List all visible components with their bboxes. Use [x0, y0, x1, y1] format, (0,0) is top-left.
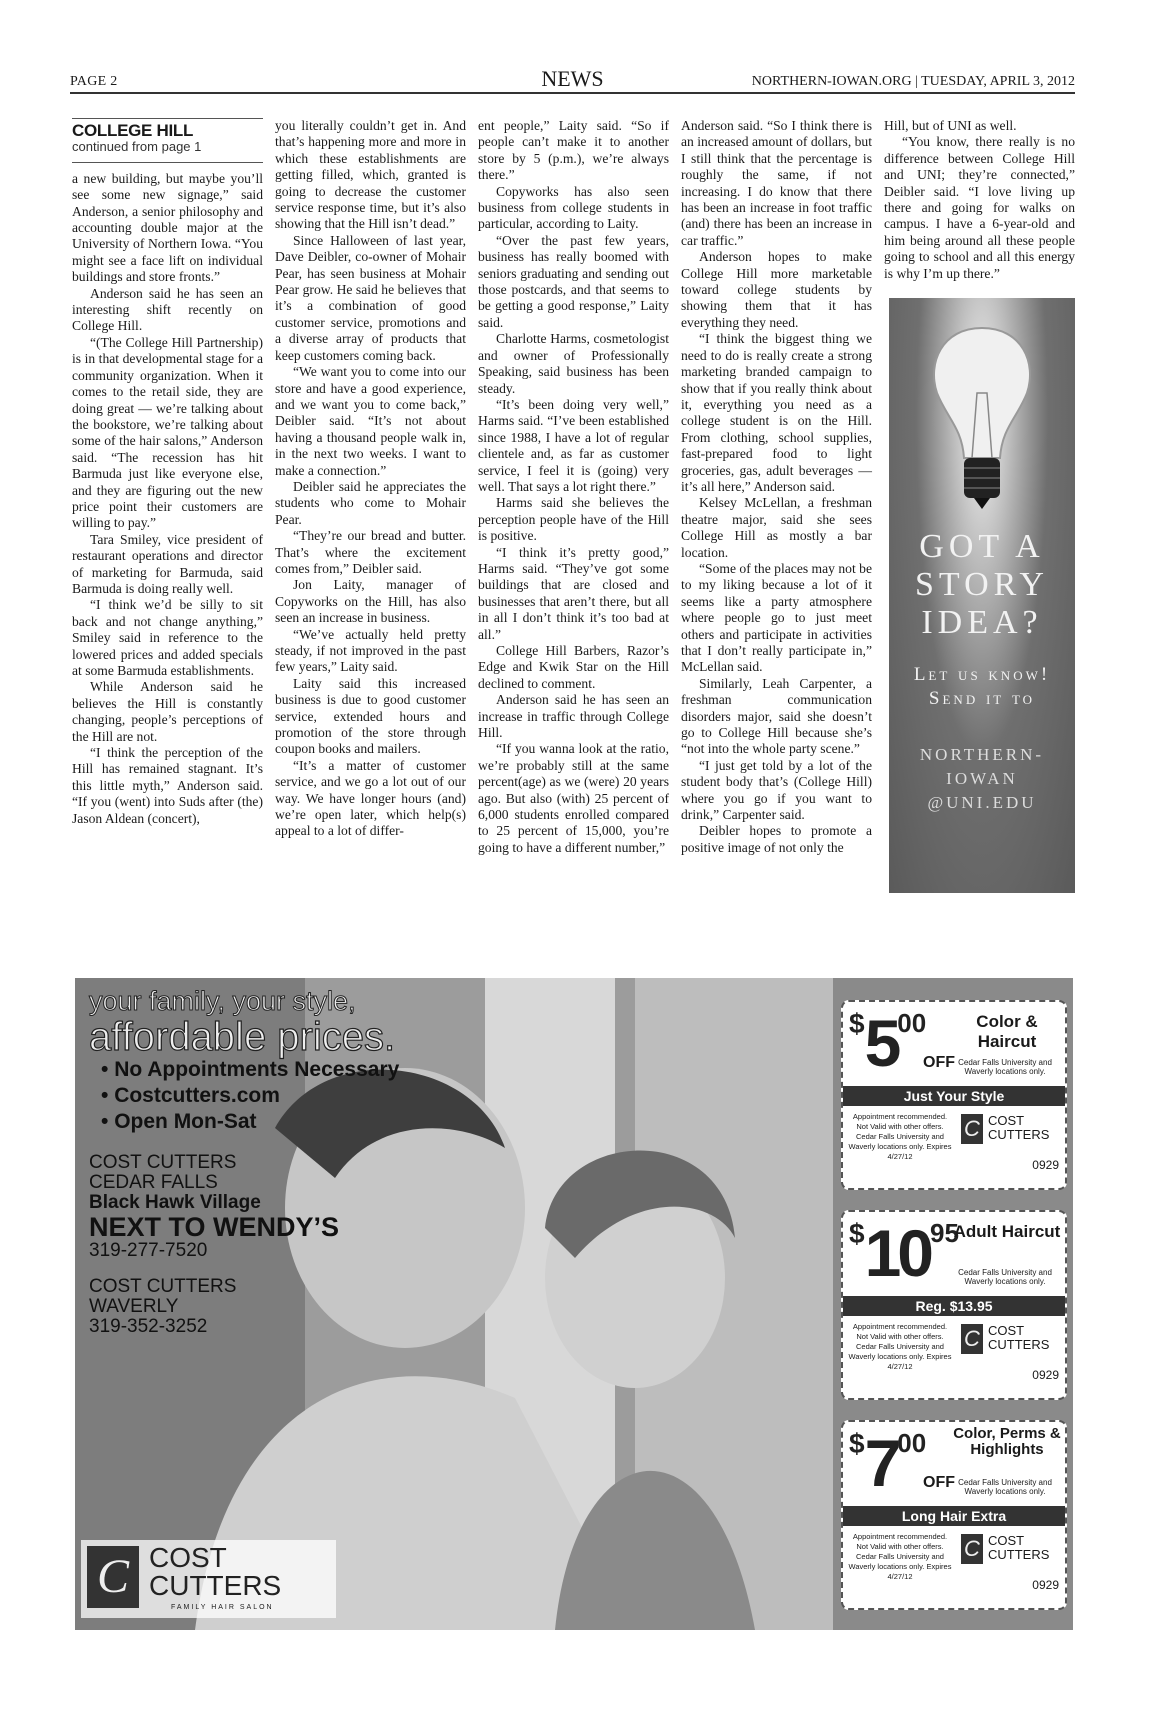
coupon[interactable]	[841, 1210, 1067, 1400]
coupon-band: Reg. $13.95	[843, 1296, 1065, 1316]
ad-bullet: • Open Mon-Sat	[101, 1110, 257, 1133]
coupon-price: $700	[849, 1426, 927, 1500]
coupon-brand: COST CUTTERS	[988, 1533, 1050, 1562]
send-it-to-text: Send it to	[928, 688, 1036, 709]
cost-cutters-ad	[75, 978, 1073, 1630]
section-title: NEWS	[541, 66, 604, 91]
article-paragraph: Jon Laity, manager of Copyworks on the Hill, has also seen an increase in business.	[275, 577, 466, 626]
coupon-title: Adult Haircut	[953, 1222, 1061, 1241]
article-paragraph: Tara Smiley, vice president of restaurant operations and director of marketing for Barmuda, said Barmuda is doing really well.	[72, 531, 263, 596]
coupon-price: $500	[849, 1006, 927, 1080]
coupon-locations: Cedar Falls University and Waverly locations only.	[958, 1058, 1052, 1076]
story-ad-email[interactable]: NORTHERN-IOWAN @UNI.EDU	[919, 745, 1045, 812]
article-column-4	[681, 118, 872, 856]
article-column-2	[275, 118, 466, 856]
article-paragraph: College Hill Barbers, Razor’s Edge and Kwik Star on the Hill declined to comment.	[478, 643, 669, 691]
coupon-brand: COST CUTTERS	[988, 1113, 1050, 1142]
coupon-band: Long Hair Extra	[843, 1506, 1065, 1526]
logo-subtitle: FAMILY HAIR SALON	[171, 1604, 274, 1611]
coupon-title: Color & Haircut	[976, 1012, 1038, 1051]
article-paragraph: Deibler said he appreciates the students who come to Mohair Pear.	[275, 478, 466, 527]
logo-c-icon: C	[961, 1114, 983, 1144]
story-idea-ad	[889, 298, 1075, 893]
coupon-locations: Cedar Falls University and Waverly locations only.	[958, 1478, 1052, 1496]
article-paragraph: “We’ve actually held pretty steady, if not improved in the past few years,” Laity said.	[275, 626, 466, 675]
coupon-fine-print: Appointment recommended. Not Valid with other offers. Cedar Falls University and Waverly locations only. Expires 4/27/12	[848, 1112, 952, 1161]
coupon-fine-print: Appointment recommended. Not Valid with other offers. Cedar Falls University and Waverly locations only. Expires 4/27/12	[848, 1322, 952, 1371]
article-paragraph: Anderson said he has seen an interesting shift recently on College Hill.	[72, 285, 263, 334]
article-paragraph: Anderson said he has seen an increase in traffic through College Hill.	[478, 692, 669, 741]
coupon-off: OFF	[923, 1474, 955, 1491]
article-paragraph: “(The College Hill Partnership) is in that developmental stage for a community organization. When it comes to the retail side, they are doing great — we’re talking about the bookstore, we’re talking about some of the hair salons,” Anderson said. “The recession has hit Barmuda just like everyone else, and they are figuring out the new price point their customers are willing to pay.”	[72, 334, 263, 531]
logo-c-icon: C	[961, 1534, 983, 1564]
coupon-panel	[833, 978, 1073, 1630]
site-and-date: NORTHERN-IOWAN.ORG | TUESDAY, APRIL 3, 2012	[751, 74, 1075, 89]
article-paragraph: Laity said this increased business is due to good customer service, extended hours and promotion of the store through coupon books and mailers.	[275, 675, 466, 757]
loc1-city: CEDAR FALLS	[89, 1172, 218, 1193]
coupon-code: 0929	[1032, 1368, 1059, 1382]
loc1-name: COST CUTTERS	[89, 1152, 237, 1173]
article-paragraph: Anderson hopes to make College Hill more marketable toward college students by showing them that it has everything they need.	[681, 249, 872, 330]
coupon-logo	[961, 1534, 1059, 1568]
coupon-code: 0929	[1032, 1578, 1059, 1592]
ad-tagline: your family, your style,	[89, 986, 356, 1016]
article-paragraph: “Some of the places may not be to my liking because a lot of it seems like a party atmosphere where people go to just meet others and participate in activities that I don’t really participate in,” McLellan said.	[681, 560, 872, 675]
logo-line2: CUTTERS	[149, 1570, 282, 1601]
article-paragraph: Since Halloween of last year, Dave Deibler, co-owner of Mohair Pear, has seen business at Mohair Pear grow. He said he believes that it’s a combination of good customer service, promotions and a diverse array of products that keep customers coming back.	[275, 232, 466, 363]
coupon[interactable]	[841, 1420, 1067, 1610]
coupon-code: 0929	[1032, 1158, 1059, 1172]
article-paragraph: “I just get told by a lot of the student body that’s (College Hill) where you go if you want to drink,” Carpenter said.	[681, 757, 872, 823]
cost-cutters-logo	[81, 1540, 336, 1618]
article-column-3	[478, 118, 669, 856]
jump-kicker	[72, 118, 263, 163]
article-paragraph: “We want you to come into our store and have a good experience, and we want you to come back,” Deibler said. “It’s not about having a thousand people walk in, in the next two weeks. I want to make a connection.”	[275, 364, 466, 478]
page-number: PAGE 2	[70, 74, 118, 89]
article-paragraph: “If you wanna look at the ratio, we’re probably still at the same percent(age) as we (were) 20 years ago. But also (with) 25 percent of 6,000 students enrolled compared to 25 percent of 15,000, you’re going to have a different number,”	[478, 741, 669, 855]
article-paragraph: “They’re our bread and butter. That’s where the excitement comes from,” Deibler said.	[275, 528, 466, 576]
coupon-band: Just Your Style	[843, 1086, 1065, 1106]
coupon-brand: COST CUTTERS	[988, 1323, 1050, 1352]
article-paragraph: “It’s been doing very well,” Harms said. “I’ve been established since 1988, I have a lot of regular clientele and, as far as customer service, I feel it is (going) very well. That says a lot right there.”	[478, 396, 669, 494]
article-paragraph: “I think it’s pretty good,” Harms said. “They’ve got some buildings that are closed and businesses that aren’t there, but all in all I don’t think it’s too bad at all.”	[478, 544, 669, 642]
loc2-phone: 319-352-3252	[89, 1316, 208, 1337]
article-paragraph: “You know, there really is no difference between College Hill and UNI; they’re connected,” Deibler said. “I love living up there and going for walks on campus. I have a 6-year-old and him being around all these people going to school and all this energy is why I’m up there.”	[884, 134, 1075, 281]
article-column-1	[72, 118, 263, 856]
ad-copy	[89, 986, 399, 1337]
article-paragraph: you literally couldn’t get in. And that’s happening more and more in which these establishments are getting filled, which, granted is going to decrease the customer service response time, but it’s also showing that the Hill isn’t dead.”	[275, 118, 466, 232]
article-paragraph: Anderson said. “So I think there is an increased amount of dollars, but I still think that the percentage is roughly the same, if not increasing. I do know that there has been an increase in foot traffic (and) there has been an increase in car traffic.”	[681, 118, 873, 248]
story-ad-headline: GOT A STORY IDEA?	[915, 528, 1049, 641]
article-paragraph: Harms said she believes the perception people have of the Hill is positive.	[478, 495, 669, 544]
logo-line1: COST	[149, 1542, 227, 1573]
coupon-fine-print: Appointment recommended. Not Valid with other offers. Cedar Falls University and Waverly locations only. Expires 4/27/12	[848, 1532, 952, 1581]
article-paragraph: “I think we’d be silly to sit back and not change anything,” Smiley said in reference to the lowered prices and added specials at some Barmuda establishments.	[72, 597, 263, 678]
article-paragraph: ent people,” Laity said. “So if people can’t make it to another store by 5 (p.m.), we’re always there.”	[478, 118, 669, 183]
article-paragraph: Deibler hopes to promote a positive image of not only the	[681, 823, 872, 855]
page-header	[70, 66, 1075, 94]
ad-headline: affordable prices.	[89, 1015, 396, 1059]
ad-bullet[interactable]: • Costcutters.com	[101, 1084, 280, 1107]
article-paragraph: a new building, but maybe you’ll see some new signage,” said Anderson, a senior philosophy and accounting double major at the University of Northern Iowa. “You might see a face lift on individual buildings and store fronts.”	[72, 170, 263, 285]
lightbulb-icon	[922, 323, 1042, 523]
coupon-logo	[961, 1114, 1059, 1148]
article-paragraph: Hill, but of UNI as well.	[884, 118, 1017, 133]
loc1-place: Black Hawk Village	[89, 1192, 261, 1213]
article-paragraph: “I think the perception of the Hill has remained stagnant. It’s this little myth,” Anderson said. “If you (went) into Suds after (the) Jason Aldean (concert),	[72, 745, 263, 826]
coupon[interactable]	[841, 1000, 1067, 1190]
article-paragraph: Kelsey McLellan, a freshman theatre major, said she sees College Hill as mostly a bar location.	[681, 495, 872, 560]
coupon-title: Color, Perms & Highlights	[953, 1425, 1061, 1458]
article-paragraph: “It’s a matter of customer service, and we go a lot out of our way. We have longer hours (and) we’re open later, which help(s) appeal to a lot of differ-	[275, 757, 466, 839]
let-us-know-text: Let us know!	[913, 664, 1051, 685]
article-paragraph: Charlotte Harms, cosmetologist and owner of Professionally Speaking, said business has been steady.	[478, 331, 669, 396]
continued-line: continued from page 1	[72, 139, 202, 155]
coupon-locations: Cedar Falls University and Waverly locations only.	[958, 1268, 1052, 1286]
article-paragraph: Copyworks has also seen business from college students in particular, according to Laity.	[478, 183, 669, 232]
logo-c-icon: C	[961, 1324, 983, 1354]
story-ad-line1	[889, 663, 1075, 711]
kicker-title: COLLEGE HILL	[72, 121, 194, 140]
loc1-landmark: NEXT TO WENDY’S	[89, 1212, 340, 1242]
loc1-phone: 319-277-7520	[89, 1240, 208, 1261]
loc2-name: COST CUTTERS	[89, 1276, 237, 1297]
coupon-logo	[961, 1324, 1059, 1358]
article-paragraph: “I think the biggest thing we need to do is really create a strong marketing branded campaign to show that if you really think about it, everything you need as a college student is on the Hill. From clothing, school supplies, fast-prepared food to light groceries, gas, adult beverages — it’s all here,” Anderson said.	[681, 331, 872, 494]
article-paragraph: While Anderson said he believes the Hill is constantly changing, people’s perceptions of the Hill are not.	[72, 679, 263, 744]
article-paragraph: “Over the past few years, business has really boomed with seniors graduating and sending out those postcards, and that seems to be getting a good response,” Laity said.	[478, 232, 669, 330]
loc2-city: WAVERLY	[89, 1296, 179, 1317]
article-paragraph: Similarly, Leah Carpenter, a freshman communication disorders major, said she doesn’t go to College Hill because she’s “not into the whole party scene.”	[681, 675, 872, 757]
ad-bullet: • No Appointments Necessary	[101, 1058, 400, 1081]
coupon-price: $1095	[849, 1216, 959, 1290]
coupon-off: OFF	[923, 1054, 955, 1071]
logo-c-icon: C	[87, 1546, 139, 1608]
